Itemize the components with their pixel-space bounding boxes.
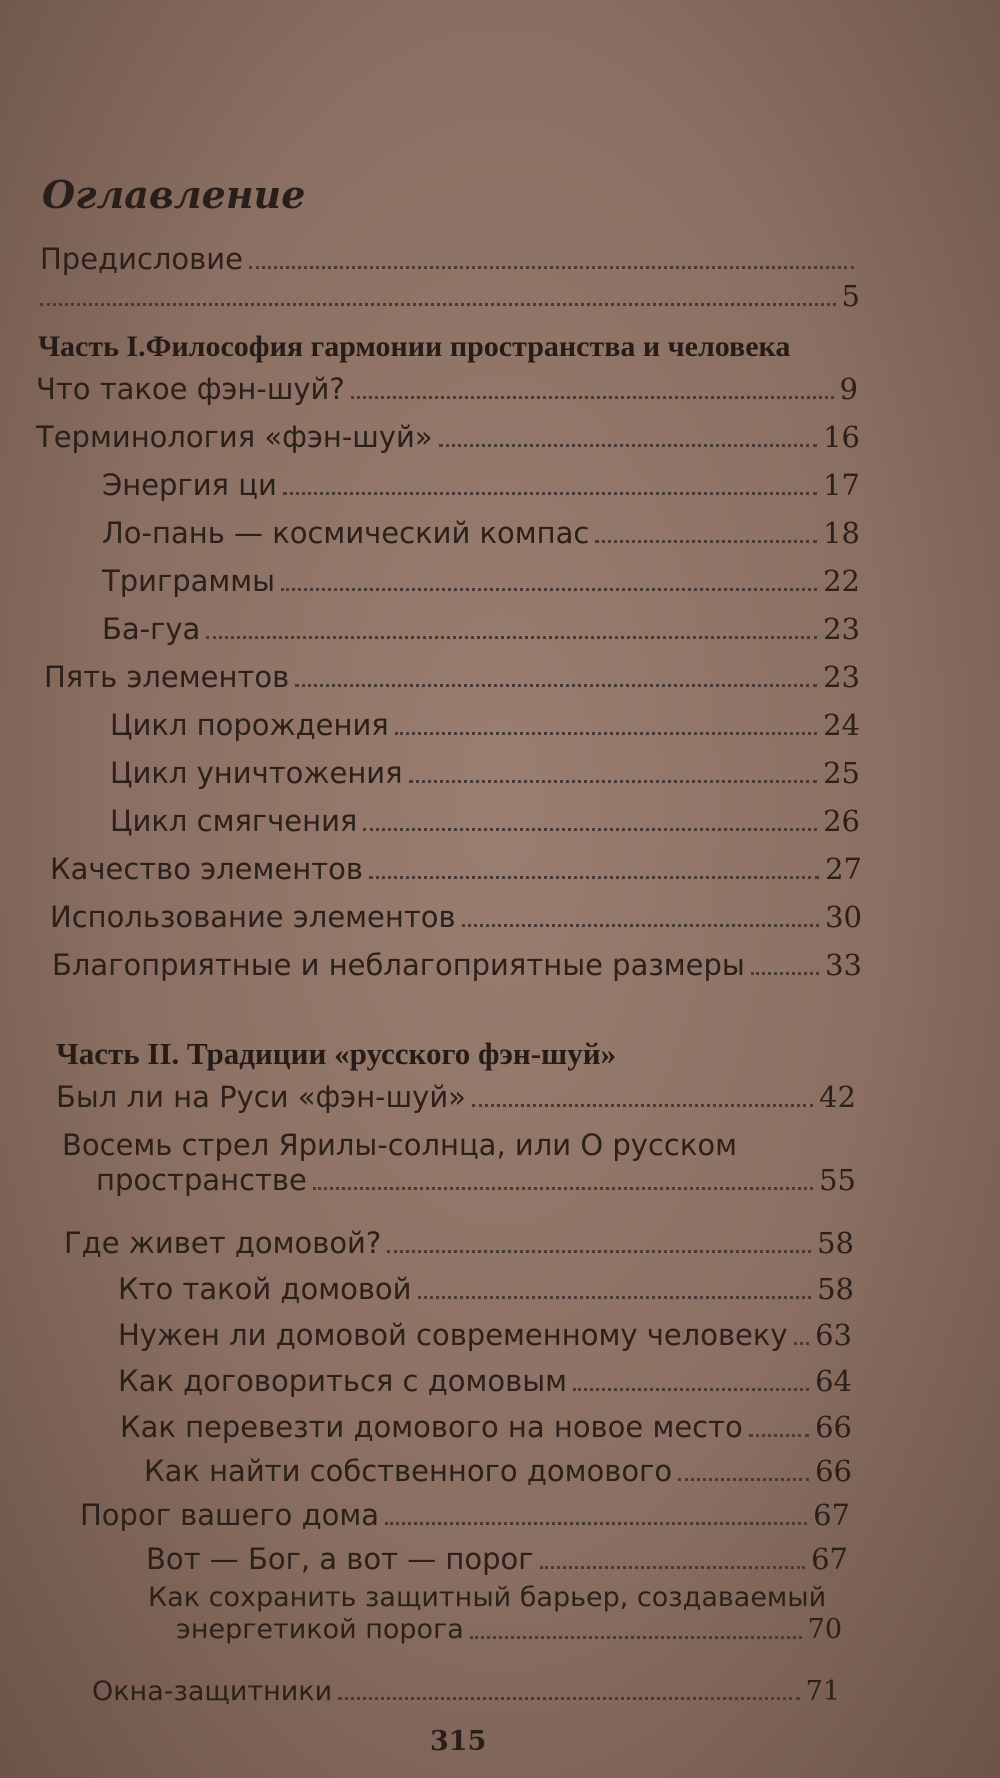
toc-entry [64,1226,854,1261]
dot-leader [283,492,817,495]
toc-entry [146,1542,848,1577]
toc-entry [50,852,862,887]
dot-leader [678,1478,809,1481]
toc-entry [118,1318,852,1353]
entry-label: Ба-гуа [102,612,201,646]
entry-label: Терминология «фэн-шуй» [36,420,433,454]
dot-leader [206,636,817,639]
entry-label: Восемь стрел Ярилы-солнца, или О русском [62,1128,737,1162]
entry-page: 64 [815,1364,852,1398]
dot-leader [749,1434,809,1437]
entry-label: Триграммы [102,564,276,598]
entry-page: 58 [817,1226,854,1260]
entry-page: 70 [807,1614,842,1646]
toc-entry [144,1454,852,1489]
toc-entry [110,708,860,743]
entry-label: Как сохранить защитный барьер, создаваемый [148,1582,827,1613]
entry-page: 66 [815,1410,852,1444]
dot-leader [313,1187,813,1190]
entry-label-cont: пространстве [96,1162,307,1197]
toc-entry [92,1676,840,1708]
toc-entry [102,564,860,599]
entry-label: Предисловие [40,242,243,276]
dot-leader [540,1566,806,1569]
toc-entry [110,804,860,839]
toc-entry [52,948,862,983]
entry-page: 42 [819,1080,856,1114]
toc-entry [148,1582,842,1647]
entry-label: Вот — Бог, а вот — порог [146,1542,534,1576]
dot-leader [338,1697,799,1700]
entry-page: 25 [823,756,860,790]
dot-leader [439,444,818,447]
toc-entry [80,1498,850,1533]
dot-leader [395,732,817,735]
entry-page: 33 [825,948,862,982]
toc-entry [62,1128,856,1198]
toc-entry [118,1364,852,1399]
entry-page: 24 [823,708,860,742]
entry-label: Цикл порождения [110,708,389,742]
entry-page: 23 [823,612,860,646]
entry-label: Как договориться с домовым [118,1364,567,1398]
entry-label: Пять элементов [44,660,290,694]
entry-label: Как найти собственного домового [144,1454,673,1488]
dot-leader [369,876,819,879]
entry-label: Ло-пань — космический компас [102,516,590,550]
entry-page: 67 [811,1542,848,1576]
toc-entry [102,468,860,503]
entry-label: Использование элементов [50,900,456,934]
dot-leader [351,396,834,399]
entry-label: Как перевезти домового на новое место [120,1410,743,1444]
entry-page: 5 [841,278,860,313]
toc-entry [120,1410,852,1445]
dot-leader [409,780,818,783]
entry-page: 27 [825,852,862,886]
entry-page: 71 [805,1676,840,1707]
toc-entry-preface [40,242,860,314]
dot-leader [385,1522,807,1525]
entry-label-cont: энергетикой порога [176,1614,464,1646]
entry-label: Цикл смягчения [110,804,358,838]
entry-page: 63 [815,1318,852,1352]
entry-label: Что такое фэн-шуй? [36,372,345,406]
toc-title: Оглавление [42,172,306,217]
toc-entry [36,420,860,455]
entry-label: Был ли на Руси «фэн-шуй» [56,1080,466,1114]
entry-page: 18 [823,516,860,550]
entry-page: 67 [813,1498,850,1532]
dot-leader [249,266,854,269]
dot-leader [281,588,817,591]
entry-label: Окна-защитники [92,1676,333,1707]
dot-leader [295,684,817,687]
dot-leader [470,1636,802,1639]
entry-page: 26 [823,804,860,838]
dot-leader [751,972,819,975]
dot-leader [573,1388,809,1391]
toc-entry [110,756,860,791]
entry-page: 22 [823,564,860,598]
entry-page: 55 [819,1162,856,1197]
dot-leader [387,1250,811,1253]
dot-leader [363,828,817,831]
entry-label: Благоприятные и неблагоприятные размеры [52,948,745,982]
page-number: 315 [430,1726,487,1757]
entry-label: Нужен ли домовой современному человеку [118,1318,788,1352]
part-2-heading: Часть II. Традиции «русского фэн-шуй» [56,1036,617,1071]
entry-label: Где живет домовой? [64,1226,382,1260]
entry-page: 58 [817,1272,854,1306]
entry-label: Порог вашего дома [80,1498,380,1532]
entry-page: 16 [823,420,860,454]
toc-entry [102,612,860,647]
dot-leader [40,303,836,306]
entry-label: Энергия ци [102,468,277,502]
entry-label: Качество элементов [50,852,363,886]
dot-leader [794,1342,810,1345]
entry-page: 23 [823,660,860,694]
entry-page: 17 [823,468,860,502]
entry-page: 30 [825,900,862,934]
dot-leader [462,924,820,927]
entry-label: Кто такой домовой [118,1272,412,1306]
toc-entry [56,1080,856,1115]
toc-entry [102,516,860,551]
part-1-heading: Часть I.Философия гармонии пространства и человека [38,330,791,363]
toc-entry [118,1272,854,1307]
toc-entry [50,900,862,935]
toc-entry [44,660,860,695]
entry-page: 9 [839,372,858,406]
dot-leader [472,1104,813,1107]
dot-leader [595,540,817,543]
toc-entry [36,372,858,407]
entry-page: 66 [815,1454,852,1488]
entry-label: Цикл уничтожения [110,756,403,790]
dot-leader [418,1296,812,1299]
